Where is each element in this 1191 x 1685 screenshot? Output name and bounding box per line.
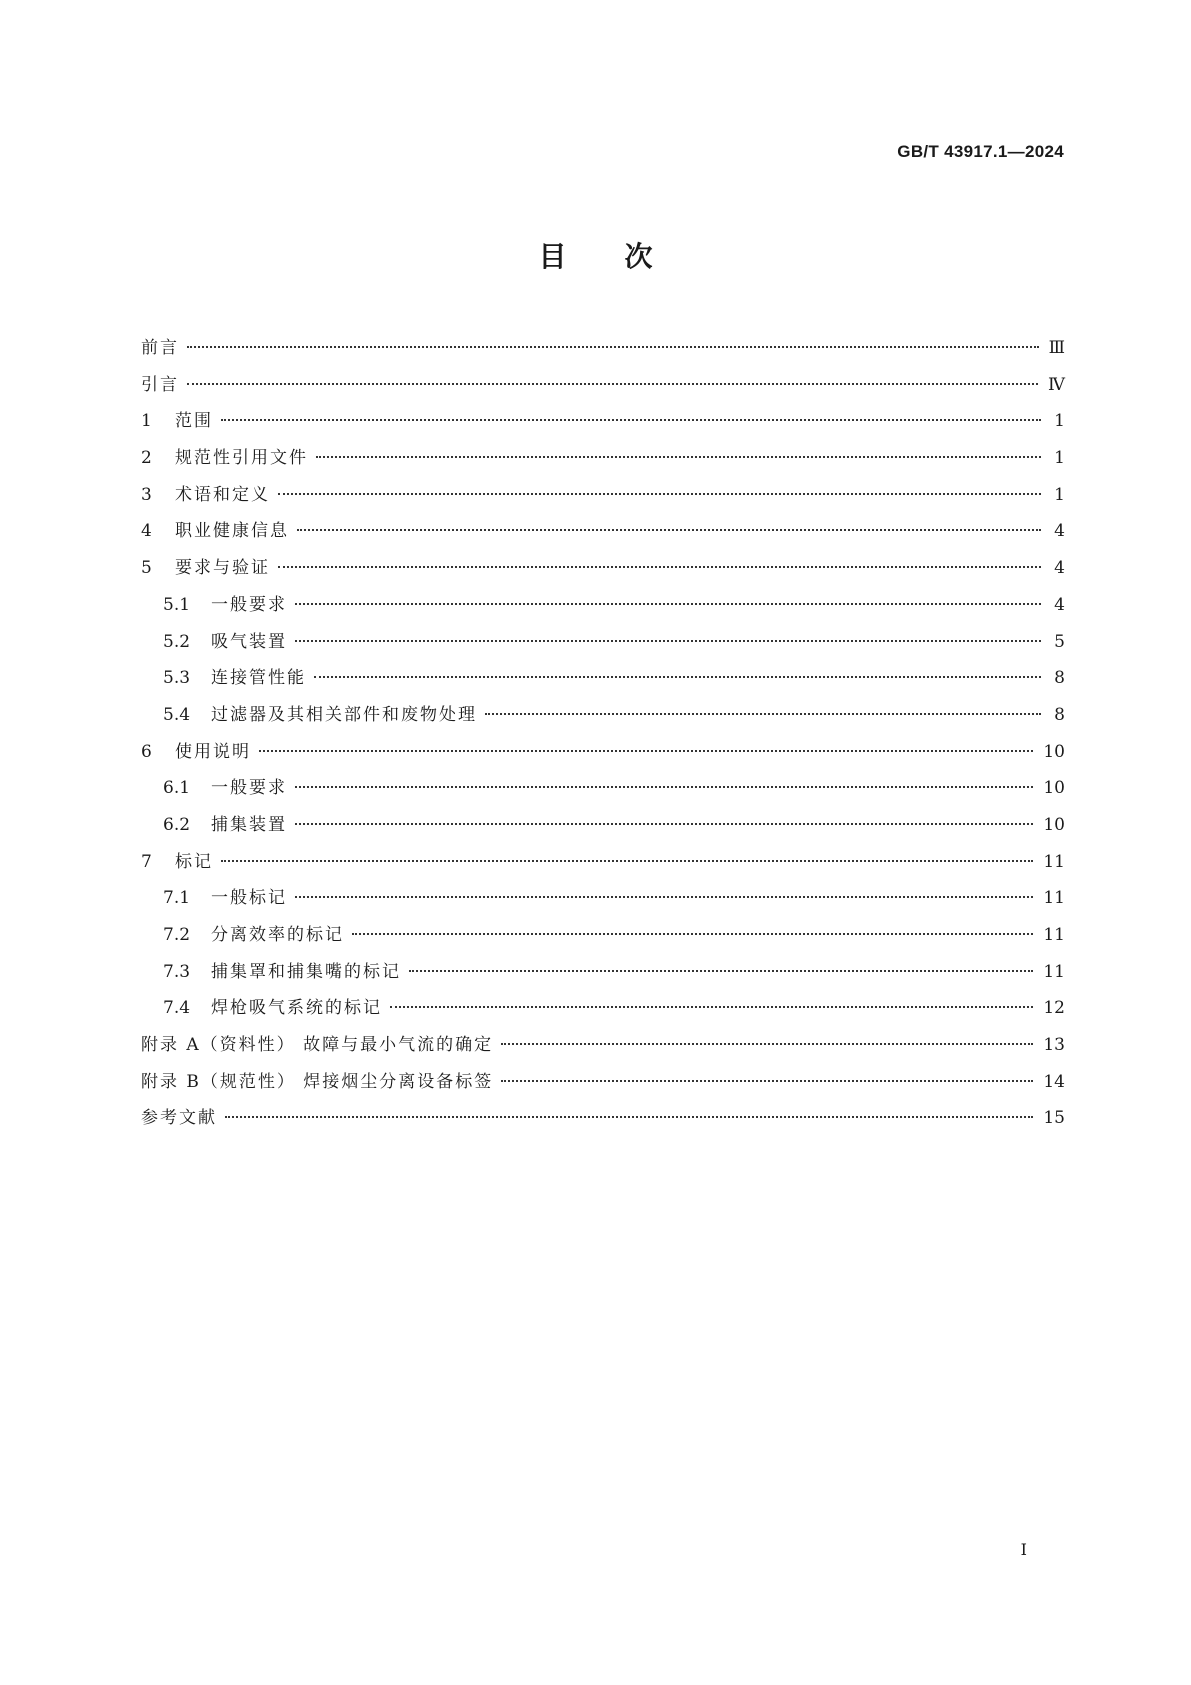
toc-entry-title: 连接管性能 [211, 668, 306, 689]
toc-entry-page: 8 [1054, 704, 1065, 725]
toc-entry[interactable] [141, 777, 1065, 814]
toc-entry-title: 分离效率的标记 [211, 925, 344, 945]
toc-entry[interactable] [141, 557, 1065, 594]
toc-entry-title: 引言 [141, 374, 179, 395]
toc-dot-leader [295, 603, 1041, 605]
standard-code: GB/T 43917.1—2024 [897, 142, 1064, 161]
toc-entry[interactable] [141, 1107, 1065, 1144]
toc-entry-title: 焊枪吸气系统的标记 [211, 998, 382, 1019]
page-title: 目次 [538, 240, 711, 273]
toc-entry-title: 范围 [175, 411, 213, 432]
toc-entry-page: 8 [1054, 668, 1065, 689]
toc-dot-leader [390, 1006, 1033, 1008]
toc-entry[interactable] [141, 484, 1065, 521]
toc-dot-leader [295, 823, 1033, 825]
toc-entry[interactable] [141, 851, 1065, 888]
toc-entry-page: Ⅲ [1048, 338, 1065, 358]
toc-entry-number: 5.1 [163, 594, 191, 615]
toc-entry-page: 10 [1043, 778, 1065, 799]
toc-entry[interactable] [141, 887, 1065, 924]
toc-dot-leader [187, 346, 1039, 348]
toc-entry-number: 7.4 [163, 998, 191, 1019]
toc-entry-number: 3 [141, 484, 152, 505]
toc-entry-page: 4 [1054, 594, 1065, 615]
toc-entry-page: 11 [1043, 851, 1065, 872]
toc-dot-leader [187, 383, 1038, 385]
toc-entry-page: 11 [1043, 888, 1065, 909]
toc-entry[interactable] [141, 1071, 1065, 1108]
toc-entry-title: 标记 [175, 851, 213, 872]
toc-dot-leader [278, 566, 1041, 568]
toc-dot-leader [259, 750, 1033, 752]
toc-entry-title: 前言 [141, 338, 179, 358]
toc-entry-page: 10 [1043, 741, 1065, 762]
toc-entry-page: 14 [1043, 1071, 1065, 1092]
toc-entry[interactable] [141, 997, 1065, 1034]
toc-entry-page: 12 [1043, 998, 1065, 1019]
page-number: Ⅰ [1020, 1540, 1027, 1559]
toc-entry-page: 13 [1043, 1035, 1065, 1056]
toc-entry-title: 一般要求 [211, 594, 287, 615]
toc-entry-title: 使用说明 [175, 741, 251, 762]
toc-dot-leader [278, 493, 1041, 495]
toc-entry[interactable] [141, 594, 1065, 631]
toc-entry-page: 1 [1054, 411, 1065, 432]
toc-entry-title: 要求与验证 [175, 558, 270, 579]
toc-entry-number: 5 [141, 558, 152, 579]
toc-entry[interactable] [141, 337, 1065, 374]
table-of-contents [141, 337, 1065, 1144]
toc-entry[interactable] [141, 961, 1065, 998]
toc-dot-leader [501, 1080, 1033, 1082]
toc-dot-leader [314, 676, 1041, 678]
toc-entry[interactable] [141, 447, 1065, 484]
toc-entry[interactable] [141, 814, 1065, 851]
toc-entry-number: 4 [141, 521, 152, 542]
toc-dot-leader [295, 896, 1033, 898]
toc-dot-leader [221, 419, 1041, 421]
toc-entry-number: 1 [141, 411, 152, 432]
toc-entry-title: 吸气装置 [211, 631, 287, 652]
toc-entry-title: 附录 B（规范性） 焊接烟尘分离设备标签 [141, 1071, 494, 1092]
toc-dot-leader [297, 529, 1041, 531]
toc-dot-leader [501, 1043, 1033, 1045]
toc-dot-leader [316, 456, 1041, 458]
toc-dot-leader [409, 970, 1033, 972]
toc-entry-page: 11 [1043, 961, 1065, 982]
toc-dot-leader [485, 713, 1041, 715]
toc-entry[interactable] [141, 410, 1065, 447]
toc-entry[interactable] [141, 520, 1065, 557]
toc-entry-title: 捕集装置 [211, 814, 287, 835]
toc-dot-leader [295, 640, 1041, 642]
toc-entry-number: 7 [141, 851, 152, 872]
toc-entry-number: 6.2 [163, 814, 191, 835]
toc-entry-number: 7.2 [163, 925, 191, 945]
toc-entry-page: 1 [1054, 484, 1065, 505]
toc-entry-title: 捕集罩和捕集嘴的标记 [211, 961, 401, 982]
toc-entry[interactable] [141, 741, 1065, 778]
toc-entry-title: 职业健康信息 [175, 521, 289, 542]
toc-entry-page: Ⅳ [1048, 374, 1065, 395]
toc-entry[interactable] [141, 1034, 1065, 1071]
toc-entry[interactable] [141, 631, 1065, 668]
toc-entry-title: 附录 A（资料性） 故障与最小气流的确定 [141, 1035, 494, 1056]
toc-entry-page: 10 [1043, 814, 1065, 835]
toc-entry-number: 7.3 [163, 961, 191, 982]
toc-entry-page: 4 [1054, 521, 1065, 542]
toc-entry[interactable] [141, 374, 1065, 411]
toc-entry-page: 5 [1054, 631, 1065, 652]
toc-entry-number: 6 [141, 741, 152, 762]
toc-entry-number: 7.1 [163, 888, 191, 909]
toc-dot-leader [295, 786, 1033, 788]
toc-entry-page: 1 [1054, 448, 1065, 469]
toc-entry[interactable] [141, 667, 1065, 704]
toc-entry[interactable] [141, 704, 1065, 741]
toc-entry-title: 一般要求 [211, 778, 287, 799]
toc-entry-page: 15 [1043, 1108, 1065, 1129]
toc-entry-number: 2 [141, 448, 152, 469]
toc-entry-title: 规范性引用文件 [175, 448, 308, 469]
toc-entry-page: 11 [1043, 925, 1065, 945]
toc-entry-number: 5.2 [163, 631, 191, 652]
toc-entry-title: 一般标记 [211, 888, 287, 909]
toc-entry-page: 4 [1054, 558, 1065, 579]
toc-entry-title: 术语和定义 [175, 484, 270, 505]
toc-entry-number: 5.4 [163, 704, 191, 725]
toc-dot-leader [221, 860, 1033, 862]
toc-entry-number: 6.1 [163, 778, 191, 799]
toc-dot-leader [352, 933, 1033, 935]
toc-entry-title: 参考文献 [141, 1108, 217, 1129]
toc-entry-title: 过滤器及其相关部件和废物处理 [211, 704, 477, 725]
toc-entry[interactable] [141, 924, 1065, 961]
toc-dot-leader [225, 1116, 1033, 1118]
toc-entry-number: 5.3 [163, 668, 191, 689]
